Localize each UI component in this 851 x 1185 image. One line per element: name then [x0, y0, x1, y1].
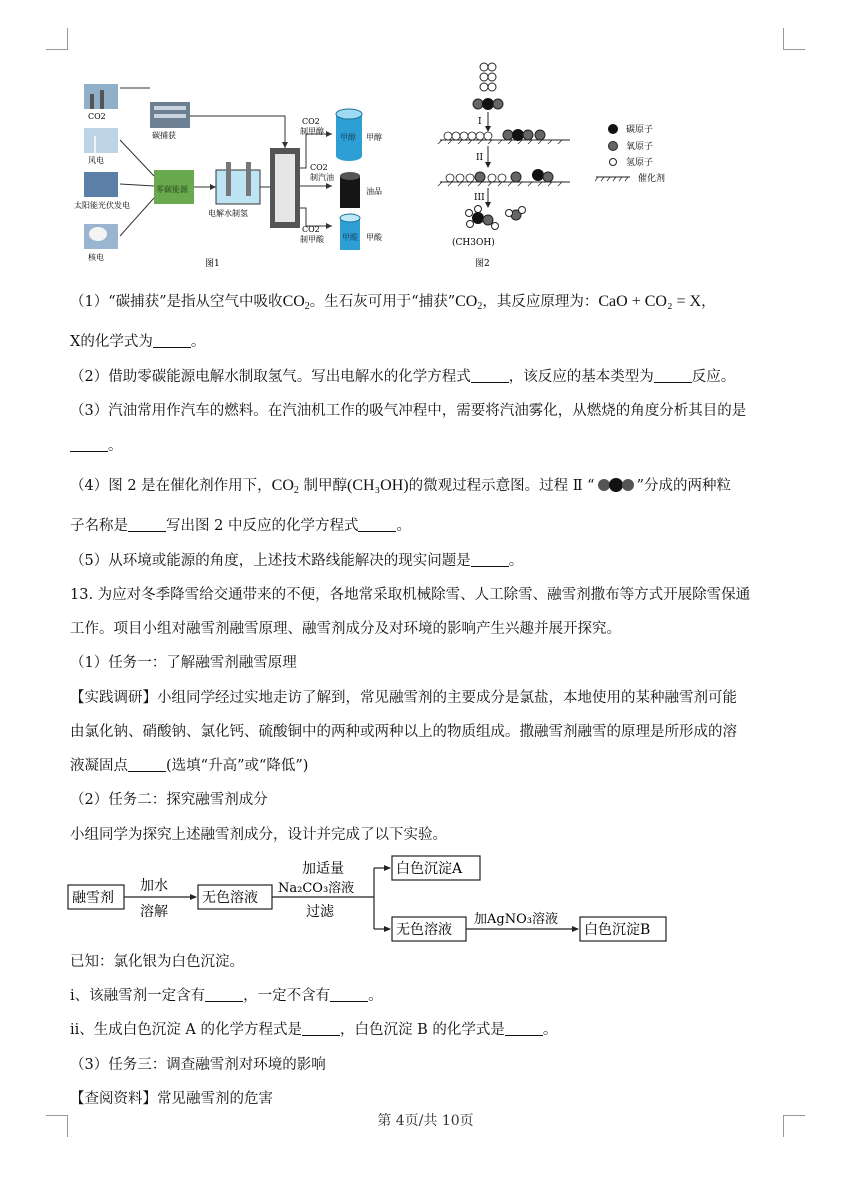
legend-carbon-marker — [608, 124, 618, 134]
q13-r3-text-b: (选填“升高”或“降低”) — [166, 758, 309, 774]
q12-p4-text-c: 的微观过程示意图。过程 Ⅱ “ — [408, 478, 595, 494]
legend-catalyst: 催化剂 — [638, 174, 666, 184]
legend-oxygen: 氧原子 — [626, 142, 654, 152]
legend-oxygen-marker — [609, 142, 618, 151]
q13-r3-text-a: 液凝固点 — [70, 758, 128, 774]
q12-p4-text-d: ”分成的两种粒 — [636, 478, 732, 494]
flow-step1-bottom: 溶解 — [140, 904, 168, 920]
answer-blank[interactable] — [153, 334, 191, 348]
formula-co2: $CO_2$ — [271, 477, 299, 496]
formula-co2: $CO_2$ — [455, 293, 483, 312]
legend-hydrogen-marker — [610, 159, 617, 166]
q12-p4-text-b: 制甲醇 — [298, 478, 348, 494]
q13-stem-line2: 工作。项目小组对融雪剂融雪原理、融雪剂成分及对环境的影响产生兴趣并展开探究。 — [70, 621, 621, 637]
zero-carbon-label: 零碳能源 — [156, 185, 188, 194]
answer-blank[interactable] — [654, 369, 692, 383]
answer-blank[interactable] — [128, 758, 166, 772]
answer-blank[interactable] — [70, 438, 108, 452]
q12-part4-line1 — [70, 476, 731, 501]
q12-p2-text-b: ，该反应的基本类型为 — [508, 369, 654, 385]
q12-part5 — [70, 551, 523, 571]
q12-p5-text-b: 。 — [508, 553, 524, 569]
step-3-label: III — [474, 193, 485, 203]
route-3-label-a: CO2 — [302, 225, 320, 234]
co2-molecule-icon — [595, 477, 637, 493]
figure-2-micro-process — [430, 58, 680, 273]
source-nuclear: 核电 — [88, 253, 104, 262]
catalyst-surface — [438, 140, 570, 144]
q13-sub-i — [70, 986, 383, 1006]
flow-precipitate-a: 白色沉淀A — [396, 861, 463, 877]
wind-photo — [84, 128, 118, 153]
q12-p1-text-f: 。 — [190, 334, 206, 350]
electrolysis-label: 电解水制氢 — [208, 209, 248, 218]
route-2-label-a: CO2 — [310, 163, 328, 172]
q12-p2-text-c: 反应。 — [691, 369, 736, 385]
q12-p2-text-a: （2）借助零碳能源电解水制取氢气。写出电解水的化学方程式 — [70, 369, 471, 385]
hydrogen-molecules — [480, 63, 496, 91]
flow-step2-mid: Na₂CO₃溶液 — [278, 881, 355, 896]
crop-mark — [783, 28, 805, 50]
q12-part2 — [70, 367, 735, 387]
source-solar: 太阳能光伏发电 — [74, 201, 130, 210]
q12-p1-text-c: ，其反应原理为： — [482, 294, 599, 310]
q12-part3-line2 — [70, 436, 123, 456]
q13-research-line2: 由氯化钠、硝酸钠、氯化钙、硫酸铜中的两种或两种以上的物质组成。撒融雪剂融雪的原理是所形成的溶 — [70, 724, 737, 740]
q12-part4-line2 — [70, 516, 411, 536]
capture-label: 碳捕获 — [152, 131, 176, 140]
q13-ii-text-a: ⅱ、生成白色沉淀 A 的化学方程式是 — [70, 1022, 302, 1038]
answer-blank[interactable] — [128, 518, 166, 532]
q12-p1-text-b: 。生石灰可用于“捕获” — [309, 294, 456, 310]
answer-blank[interactable] — [205, 988, 243, 1002]
product-oil: 油品 — [366, 187, 382, 196]
q13-stem-line1: 13. 为应对冬季降雪给交通带来的不便，各地常采取机械除雪、人工除雪、融雪剂撒布等方式开展除雪保通 — [70, 587, 751, 603]
methanol-drum — [336, 109, 362, 161]
q13-ii-text-c: 。 — [542, 1022, 558, 1038]
q12-p4-text-e: 子名称是 — [70, 518, 128, 534]
answer-blank[interactable] — [330, 988, 368, 1002]
flow-step1-top: 加水 — [140, 878, 168, 894]
q12-p4-text-g: 。 — [396, 518, 411, 534]
solar-photo — [84, 172, 118, 197]
q13-i-text-a: ⅰ、该融雪剂一定含有 — [70, 988, 206, 1004]
crop-mark — [46, 28, 68, 50]
methanol-molecule — [466, 206, 499, 230]
q12-part3-line1 — [70, 401, 746, 421]
q12-p5-text-a: （5）从环境或能源的角度，上述技术路线能解决的现实问题是 — [70, 553, 471, 569]
q12-p4-text-f: 写出图 2 中反应的化学方程式 — [166, 518, 359, 534]
flow-precipitate-b: 白色沉淀B — [584, 922, 651, 938]
q13-i-text-c: 。 — [368, 988, 383, 1004]
flow-solution-1: 无色溶液 — [202, 890, 258, 906]
methanol-drum-tag: 甲醇 — [340, 133, 356, 142]
q13-ii-text-b: ，白色沉淀 B 的化学式是 — [339, 1022, 505, 1038]
q12-part1-line2 — [70, 332, 205, 352]
route-3-label-b: 制甲酸 — [300, 235, 324, 244]
electrolysis-tank — [216, 170, 260, 204]
q13-task1: （1）任务一：了解融雪剂融雪原理 — [70, 655, 297, 671]
legend-hydrogen: 氢原子 — [626, 158, 654, 168]
source-co2: CO2 — [88, 112, 106, 121]
figure-1-carbon-route — [70, 58, 400, 273]
q13-reference: 【查阅资料】常见融雪剂的危害 — [70, 1091, 273, 1107]
oil-drum — [340, 172, 360, 208]
q12-p1-text-a: （1）“碳捕获”是指从空气中吸收 — [70, 294, 283, 310]
water-molecule — [506, 207, 526, 221]
flow-step2-top: 加适量 — [302, 861, 344, 877]
figure-2-caption: 图2 — [475, 259, 490, 269]
formic-drum-tag: 甲酸 — [342, 233, 358, 242]
formula-co2: $CO_2$ — [282, 293, 310, 312]
legend — [595, 123, 665, 184]
route-1-label-b: 制甲醇 — [300, 127, 324, 136]
flow-start: 融雪剂 — [72, 890, 114, 906]
flow-step3: 加AgNO₃溶液 — [474, 912, 558, 927]
co2-molecule-top — [473, 98, 503, 110]
step-1-label: I — [478, 117, 482, 127]
reaction-equation: CaO + CO₂ = X — [598, 293, 702, 310]
route-2-label-b: 制汽油 — [310, 173, 334, 182]
formula-methanol: (CH₃OH) — [347, 477, 409, 494]
answer-blank[interactable] — [302, 1022, 340, 1036]
q13-research-line3 — [70, 756, 308, 776]
step-2-label: II — [476, 153, 484, 163]
product-methanol: 甲醇 — [366, 133, 382, 142]
answer-blank[interactable] — [471, 369, 509, 383]
source-wind: 风电 — [88, 156, 104, 165]
page-number: 第 4页/共 10页 — [377, 1113, 474, 1129]
q12-p3-text-a: （3）汽油常用作汽车的燃料。在汽油机工作的吸气冲程中，需要将汽油雾化，从燃烧的角度分析其目的是 — [70, 403, 747, 419]
figure-1-caption: 图1 — [205, 259, 220, 269]
answer-blank[interactable] — [471, 553, 509, 567]
q13-sub-ii — [70, 1020, 557, 1040]
q13-task3: （3）任务三：调查融雪剂对环境的影响 — [70, 1057, 326, 1073]
flow-step2-bottom: 过滤 — [306, 904, 334, 920]
legend-carbon: 碳原子 — [626, 125, 654, 135]
q13-i-text-b: ，一定不含有 — [243, 988, 331, 1004]
answer-blank[interactable] — [358, 518, 396, 532]
formic-acid-drum — [340, 214, 360, 250]
q13-known: 已知：氯化银为白色沉淀。 — [70, 954, 244, 970]
q12-p3-text-b: 。 — [108, 438, 123, 454]
route-1-label-a: CO2 — [302, 117, 320, 126]
experiment-flow-diagram — [66, 855, 676, 945]
q12-p1-text-e: X的化学式为 — [70, 334, 153, 350]
q12-p4-text-a: （4）图 2 是在催化剂作用下， — [70, 478, 272, 494]
answer-blank[interactable] — [505, 1022, 543, 1036]
q13-task2-desc: 小组同学为探究上述融雪剂成分，设计并完成了以下实验。 — [70, 827, 447, 843]
q12-p1-text-d: ， — [701, 294, 716, 310]
product-formic-acid: 甲酸 — [366, 233, 382, 242]
q13-task2: （2）任务二：探究融雪剂成分 — [70, 792, 268, 808]
q12-part1-line1 — [70, 292, 716, 317]
q13-research-line1: 【实践调研】小组同学经过实地走访了解到，常见融雪剂的主要成分是氯盐，本地使用的某种融雪剂可能 — [70, 690, 737, 706]
flow-solution-2: 无色溶液 — [396, 922, 452, 938]
methanol-label: (CH3OH) — [452, 238, 495, 248]
